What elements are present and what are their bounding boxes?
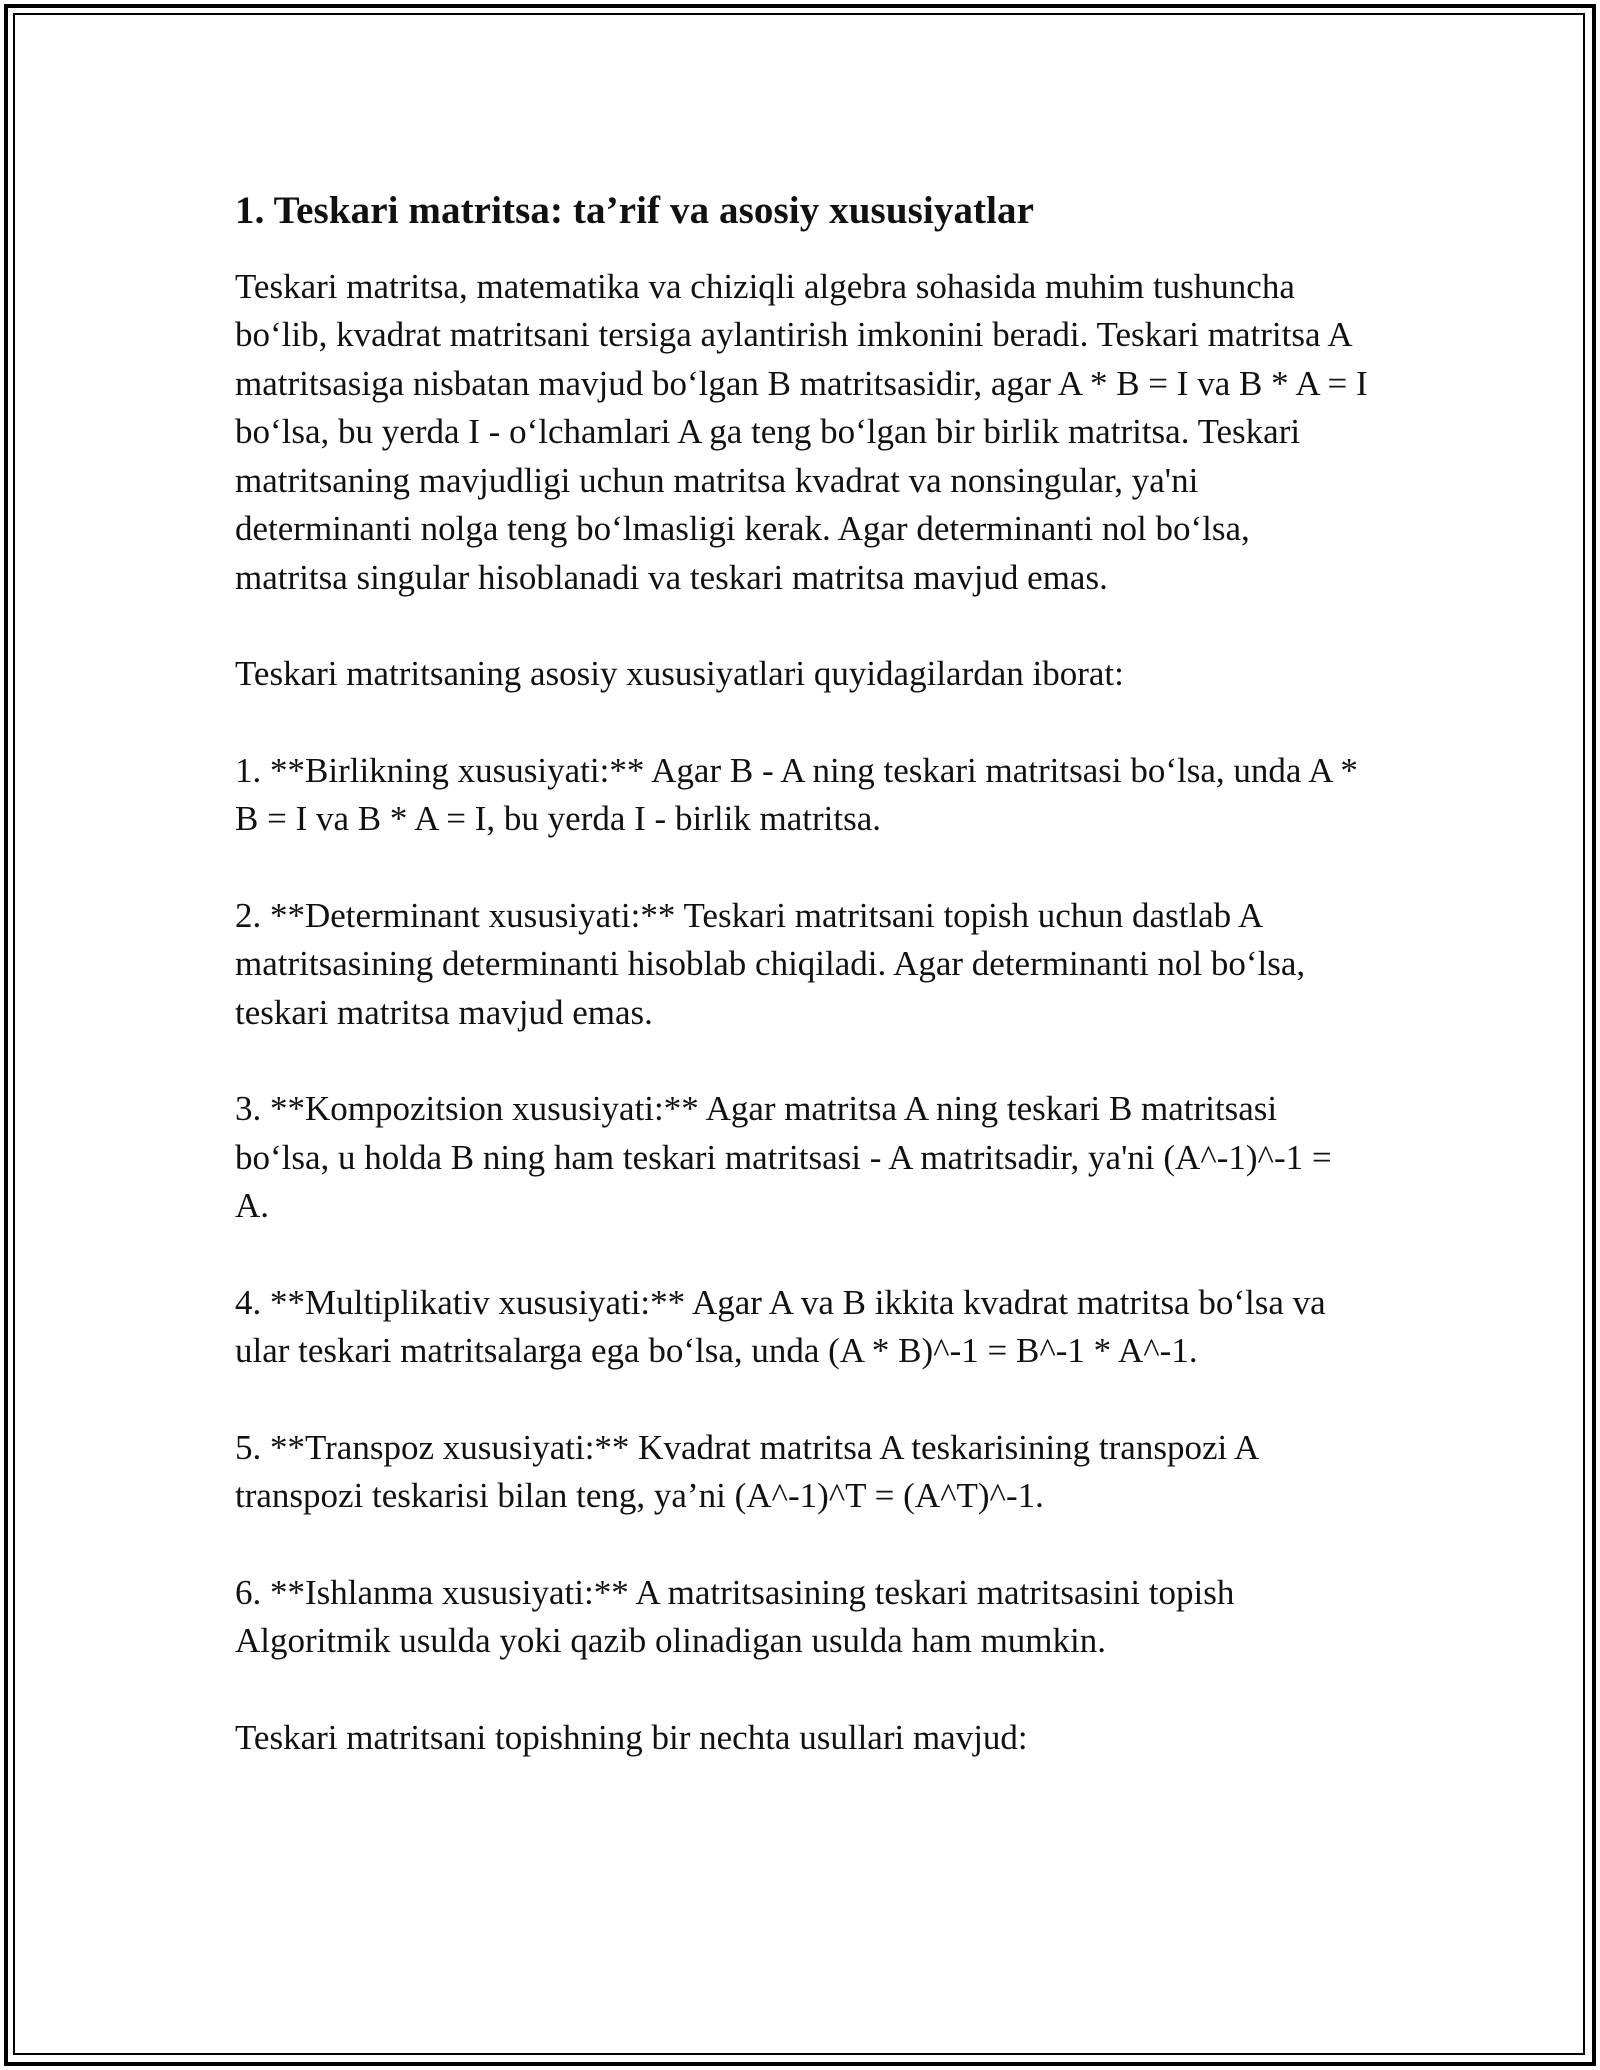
property-item-5: 5. **Transpoz xususiyati:** Kvadrat matritsa A teskarisining transpozi A transpozi teskarisi bilan teng, ya’ni (A^-1)^T = (A^T)^-1. — [235, 1427, 1258, 1516]
document-body — [235, 186, 1370, 1762]
closing-paragraph: Teskari matritsani topishning bir nechta usullari mavjud: — [235, 1717, 1028, 1757]
property-item-2: 2. **Determinant xususiyati:** Teskari matritsani topish uchun dastlab A matritsasining determinanti hisoblab chiqiladi. Agar determinanti nol bo‘lsa, teskari matritsa mavjud emas. — [235, 895, 1306, 1032]
section-heading: 1. Teskari matritsa: ta’rif va asosiy xususiyatlar — [235, 189, 1035, 232]
property-item-3: 3. **Kompozitsion xususiyati:** Agar matritsa A ning teskari B matritsasi bo‘lsa, u holda B ning ham teskari matritsasi - A matritsadir, ya'ni (A^-1)^-1 = A. — [235, 1089, 1332, 1226]
property-item-4: 4. **Multiplikativ xususiyati:** Agar A va B ikkita kvadrat matritsa bo‘lsa va ular teskari matritsalarga ega bo‘lsa, unda (A * B)^-1 = B^-1 * A^-1. — [235, 1282, 1326, 1371]
property-item-1: 1. **Birlikning xususiyati:** Agar B - A ning teskari matritsasi bo‘lsa, unda A * B = I va B * A = I, bu yerda I - birlik matritsa. — [235, 750, 1358, 839]
properties-intro: Teskari matritsaning asosiy xususiyatlari quyidagilardan iborat: — [235, 654, 1124, 694]
intro-paragraph: Teskari matritsa, matematika va chiziqli algebra sohasida muhim tushuncha bo‘lib, kvadrat matritsani tersiga aylantirish imkonini beradi. Teskari matritsa A matritsasiga nisbatan mavjud bo‘lgan B matritsasidir, agar A * B = I va B * A = I bo‘lsa, bu yerda I - o‘lchamlari A ga teng bo‘lgan bir birlik matritsa. Teskari matritsaning mavjudligi uchun matritsa kvadrat va nonsingular, ya'ni determinanti nolga teng bo‘lmasligi kerak. Agar determinanti nol bo‘lsa, matritsa singular hisoblanadi va teskari matritsa mavjud emas. — [235, 266, 1368, 597]
property-item-6: 6. **Ishlanma xususiyati:** A matritsasining teskari matritsasini topish Algoritmik usulda yoki qazib olinadigan usulda ham mumkin. — [235, 1572, 1235, 1661]
